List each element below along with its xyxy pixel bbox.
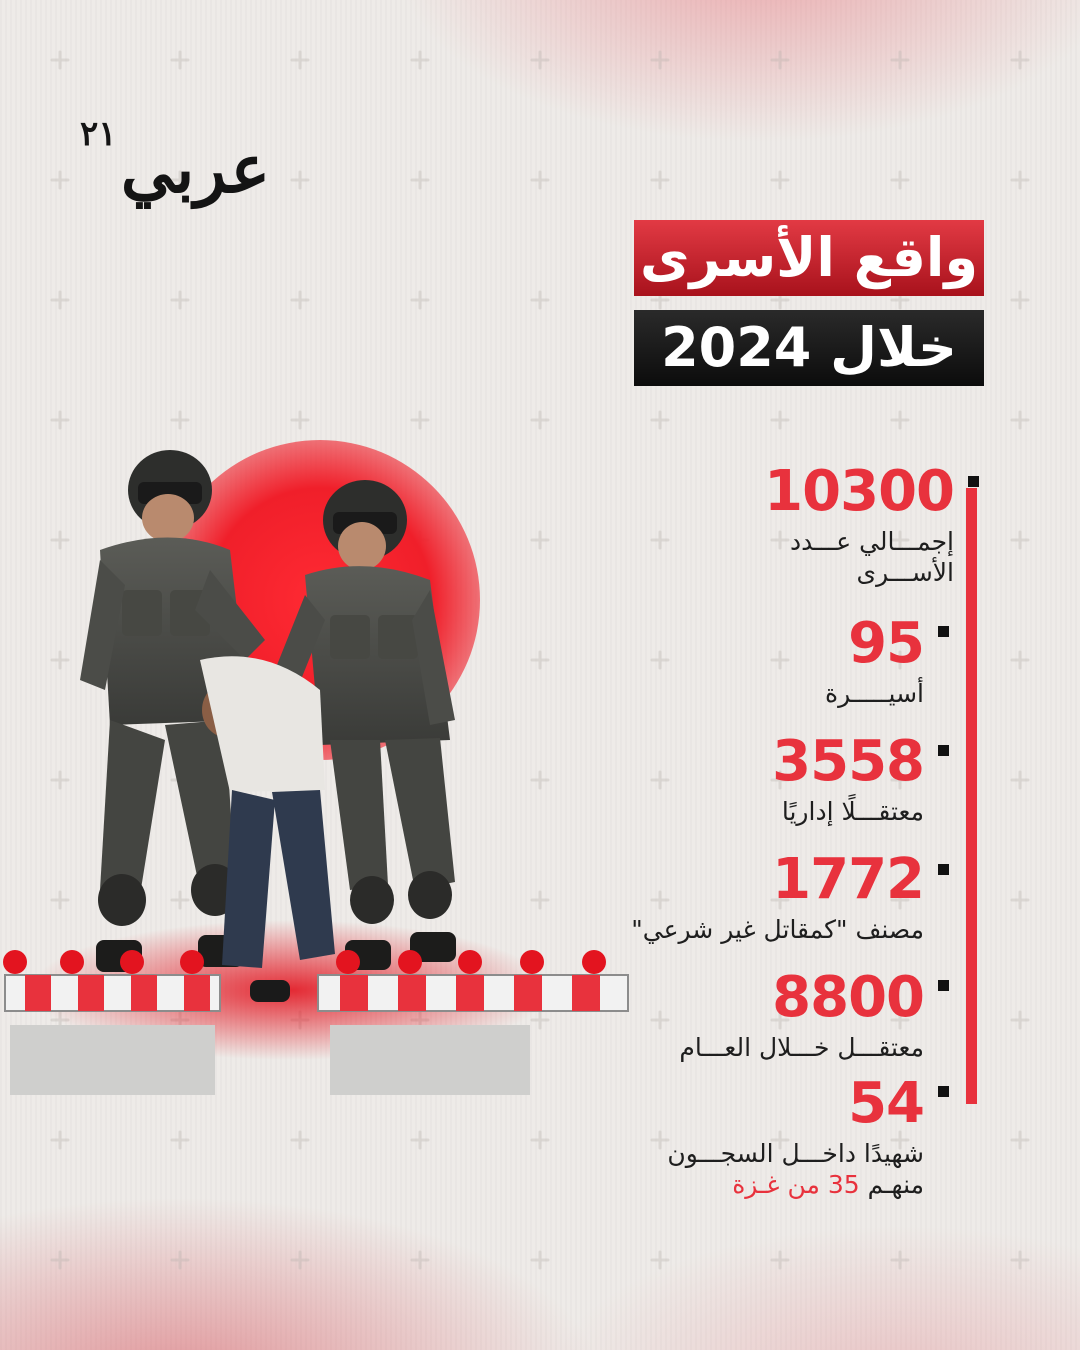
stat-female-prisoners: [624, 611, 924, 709]
stat-administrative-detainees: [624, 729, 924, 827]
stat-unlawful-combatants: [604, 847, 924, 945]
stat-martyrs-in-prisons: [584, 1071, 924, 1201]
timeline-marker: [938, 864, 949, 875]
stat-total-prisoners: [614, 459, 954, 589]
title-line-2: خلال 2024: [634, 310, 984, 386]
stat-label: أسيـــــرة: [825, 679, 924, 708]
stat-label-prefix: منهـم: [867, 1170, 924, 1200]
timeline-marker: [938, 1086, 949, 1097]
stat-label: مصنف "كمقاتل غير شرعي": [631, 915, 924, 944]
logo-text: عربي: [120, 130, 270, 208]
timeline-marker: [938, 980, 949, 991]
stat-detained-this-year: [604, 965, 924, 1063]
timeline-bar: [966, 488, 977, 1104]
timeline-marker: [968, 476, 979, 487]
stat-value: 8800: [772, 965, 924, 1030]
stat-value: 54: [848, 1071, 924, 1136]
stat-label-line2: [584, 1169, 924, 1200]
stat-label: إجمـــالي عـــدد: [790, 527, 954, 556]
logo-number: ٢١: [80, 114, 117, 154]
stat-label-highlight: 35 من غـزة: [732, 1170, 860, 1200]
stat-value: 10300: [764, 459, 954, 524]
stat-label: معتقـــلًا إداريًا: [781, 797, 924, 826]
arrest-illustration: [0, 420, 670, 1110]
stat-value: 3558: [772, 729, 924, 794]
stat-label: شهيدًا داخـــل السجـــون: [667, 1139, 924, 1168]
stat-value: 1772: [772, 847, 924, 912]
title-line-1: واقع الأسرى: [634, 220, 984, 296]
timeline-marker: [938, 745, 949, 756]
stat-value: 95: [848, 611, 924, 676]
stat-label-line2: الأســـرى: [856, 558, 954, 588]
timeline-marker: [938, 626, 949, 637]
stat-label: معتقـــل خـــلال العـــام: [679, 1033, 924, 1062]
brand-logo: [60, 114, 270, 220]
